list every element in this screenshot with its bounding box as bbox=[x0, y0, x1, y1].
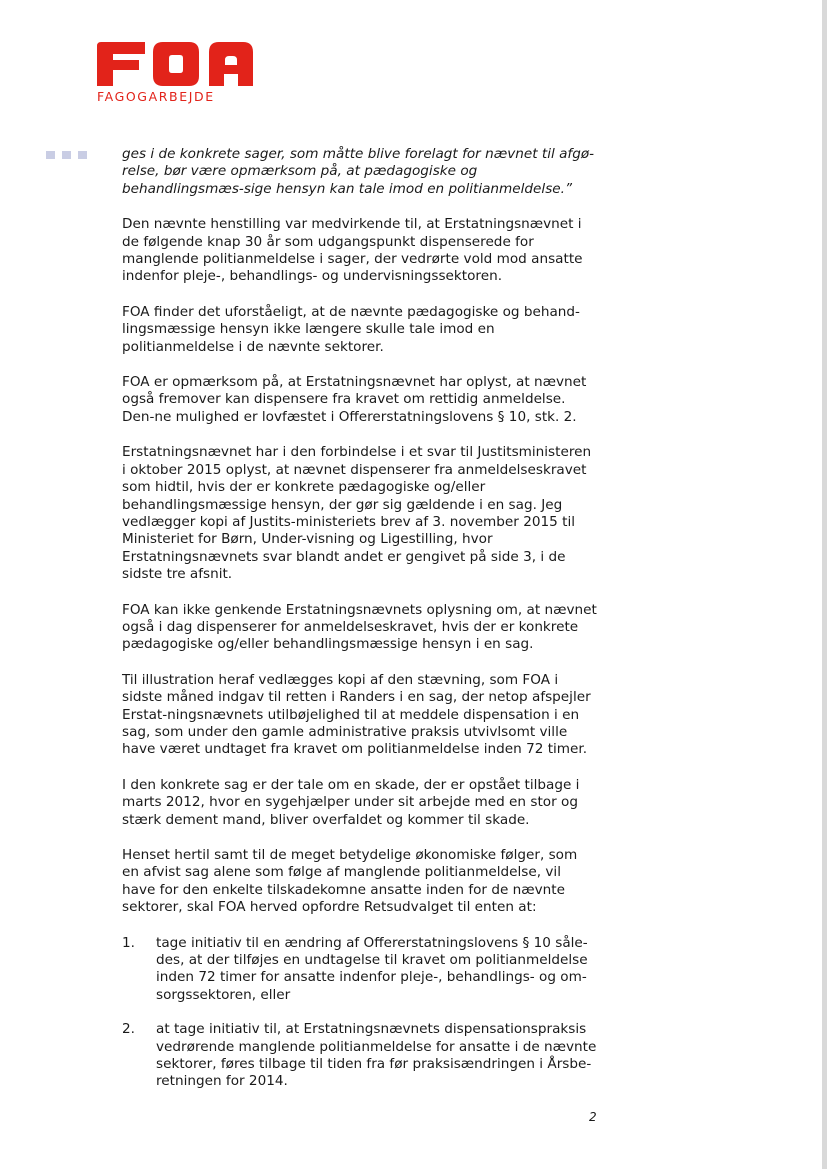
logo-tagline: FAGOGARBEJDE bbox=[97, 89, 215, 104]
paragraph: Til illustration heraf vedlægges kopi af den stævning, som FOA i sidste måned indgav til retten i Randers i en sag, der netop afspejler Erstat-ningsnævnets utilbøjelighed til at meddele dispensation i en sag, som under den gamle administrative praksis utvivlsomt ville have været undtaget fra kravet om politianmeldelse inden 72 timer. bbox=[122, 671, 591, 758]
marker-dot bbox=[46, 151, 55, 159]
list-text: tage initiativ til en ændring af Offererstatningslovens § 10 såle-des, at der tilføjes en undtagelse til kravet om politianmeldelse inden 72 timer for ansatte indenfor pleje-, behandlings- og om-sorgssektoren, eller bbox=[156, 934, 588, 1003]
paragraph: Den nævnte henstilling var medvirkende til, at Erstatningsnævnet i de følgende knap 30 år som udgangspunkt dispenserede for manglende politianmeldelse i sager, der vedrørte vold mod ansatte indenfor pleje-, behandlings- og undervisningssektoren. bbox=[122, 216, 583, 285]
list-text: at tage initiativ til, at Erstatningsnævnets dispensationspraksis vedrørende manglende politianmeldelse for ansatte i de nævnte sektorer, føres tilbage til tiden fra før praksisændringen i Årsbe-retningen for 2014. bbox=[156, 1021, 597, 1090]
list-item bbox=[122, 935, 598, 1005]
list-item bbox=[122, 1021, 598, 1091]
marker-dot bbox=[62, 151, 71, 159]
list-number: 2. bbox=[122, 1021, 135, 1038]
list-number: 1. bbox=[122, 934, 135, 951]
quoted-text: ges i de konkrete sager, som måtte blive forelagt for nævnet til afgø-relse, bør være opmærksom på, at pædagogiske og behandlingsmæs-sige hensyn kan tale imod en politianmeldelse.” bbox=[122, 146, 595, 197]
page-number: 2 bbox=[589, 1110, 597, 1124]
paragraph: Henset hertil samt til de meget betydelige økonomiske følger, som en afvist sag alene som følge af manglende politianmeldelse, vil have for den enkelte tilskadekomne ansatte inden for de nævnte sektorer, skal FOA herved opfordre Retsudvalget til enten at: bbox=[122, 847, 578, 916]
paragraph: FOA kan ikke genkende Erstatningsnævnets oplysning om, at nævnet også i dag dispenserer for anmeldelseskravet, hvis der er konkrete pædagogiske og/eller behandlingsmæssige hensyn i en sag. bbox=[122, 601, 597, 653]
foa-logo-mark bbox=[95, 40, 255, 88]
paragraph: Erstatningsnævnet har i den forbindelse i et svar til Justitsministeren i oktober 2015 oplyst, at nævnet dispenserer fra anmeldelseskravet som hidtil, hvis der er konkrete pædagogiske og/eller behandlingsmæssige hensyn, der gør sig gældende i en sag. Jeg vedlægger kopi af Justits-ministeriets brev af 3. november 2015 til Ministeriet for Børn, Under-visning og Ligestilling, hvor Erstatningsnævnets svar blandt andet er gengivet på side 3, i de sidste tre afsnit. bbox=[122, 444, 592, 583]
page-edge-shadow bbox=[822, 0, 827, 1169]
letter-body bbox=[122, 146, 598, 1108]
continuation-marker bbox=[46, 151, 87, 159]
paragraph: FOA er opmærksom på, at Erstatningsnævnet har oplyst, at nævnet også fremover kan dispensere fra kravet om rettidig anmeldelse. Den-ne mulighed er lovfæstet i Offererstatningslovens § 10, stk. 2. bbox=[122, 374, 587, 425]
demands-list bbox=[122, 935, 598, 1091]
marker-dot bbox=[78, 151, 87, 159]
paragraph: FOA finder det uforståeligt, at de nævnte pædagogiske og behand-lingsmæssige hensyn ikke længere skulle tale imod en politianmeldelse i de nævnte sektorer. bbox=[122, 303, 580, 355]
paragraph: I den konkrete sag er der tale om en skade, der er opstået tilbage i marts 2012, hvor en sygehjælper under sit arbejde med en stor og stærk dement mand, bliver overfaldet og kommer til skade. bbox=[122, 776, 580, 828]
